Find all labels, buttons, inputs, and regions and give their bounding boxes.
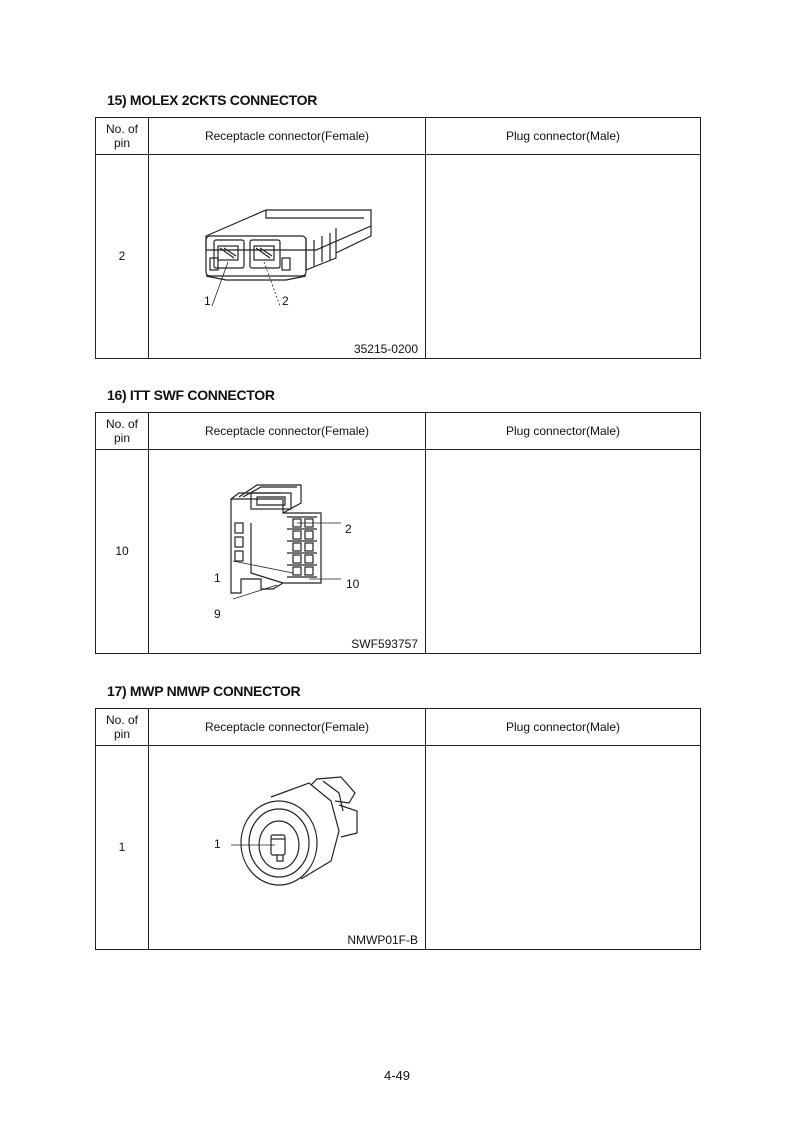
column-divider	[425, 118, 426, 358]
header-receptacle: Receptacle connector(Female)	[204, 424, 370, 438]
header-pin-count: No. of pin	[105, 122, 138, 150]
page-number: 4-49	[383, 1068, 411, 1083]
header-plug: Plug connector(Male)	[505, 720, 621, 734]
header-pin-count: No. of pin	[105, 417, 138, 445]
table-header	[96, 118, 700, 155]
callout-pin-2: 2	[282, 294, 289, 308]
callout-pin-1: 1	[214, 571, 221, 585]
callout-pin-1: 1	[214, 837, 221, 851]
column-divider	[425, 413, 426, 653]
molex-receptacle-drawing	[196, 198, 386, 308]
callout-pin-1: 1	[204, 294, 211, 308]
header-receptacle: Receptacle connector(Female)	[204, 129, 370, 143]
header-receptacle: Receptacle connector(Female)	[204, 720, 370, 734]
column-divider	[148, 118, 149, 358]
callout-pin-2: 2	[345, 522, 352, 536]
header-plug: Plug connector(Male)	[505, 129, 621, 143]
part-number: NMWP01F-B	[347, 933, 418, 947]
header-plug: Plug connector(Male)	[505, 424, 621, 438]
pin-count: 10	[115, 544, 129, 558]
mwp-nmwp-receptacle-drawing	[231, 771, 371, 891]
column-divider	[425, 709, 426, 949]
pin-count: 2	[118, 249, 126, 263]
callout-pin-10: 10	[346, 577, 360, 591]
section-title: 17) MWP NMWP CONNECTOR	[107, 683, 301, 699]
section-title: 16) ITT SWF CONNECTOR	[107, 387, 275, 403]
header-pin-count: No. of pin	[105, 713, 138, 741]
table-header	[96, 413, 700, 450]
connector-table	[95, 117, 701, 359]
part-number: 35215-0200	[353, 342, 418, 356]
callout-pin-9: 9	[214, 607, 221, 621]
part-number: SWF593757	[351, 637, 418, 651]
connector-table	[95, 708, 701, 950]
section-title: 15) MOLEX 2CKTS CONNECTOR	[107, 92, 318, 108]
table-header	[96, 709, 700, 746]
connector-table	[95, 412, 701, 654]
itt-swf-receptacle-drawing	[221, 483, 341, 603]
column-divider	[148, 413, 149, 653]
pin-count: 1	[118, 840, 126, 854]
column-divider	[148, 709, 149, 949]
